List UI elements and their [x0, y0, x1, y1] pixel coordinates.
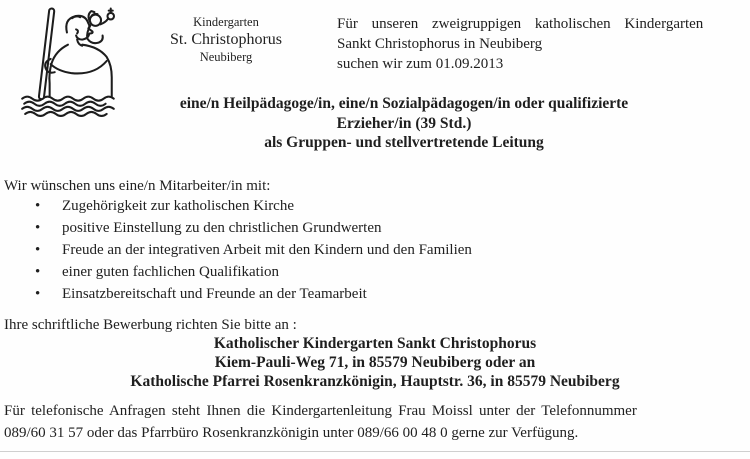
position-title-line-3: als Gruppen- und stellvertretende Leitung [264, 134, 544, 151]
address-line-2: Kiem-Pauli-Weg 71, in 85579 Neubiberg oder an [214, 354, 536, 371]
list-item-text: einer guten fachlichen Qualifikation [62, 264, 279, 280]
bullet-icon: • [35, 198, 41, 214]
christ-child-icon [87, 9, 114, 44]
address-line-1: Katholischer Kindergarten Sankt Christophorus [213, 335, 537, 352]
list-item [0, 261, 740, 283]
list-item [0, 217, 740, 239]
org-name: St. Christophorus [169, 31, 282, 48]
application-address [0, 334, 750, 391]
contact-paragraph [4, 400, 748, 444]
org-city: Neubiberg [199, 50, 253, 64]
org-type: Kindergarten [193, 15, 259, 29]
list-item-text: Einsatzbereitschaft und Freunde an der Teamarbeit [62, 286, 367, 302]
application-intro: Ihre schriftliche Bewerbung richten Sie bitte an : [4, 317, 297, 333]
address-line-3: Katholische Pfarrei Rosenkranzkönigin, Hauptstr. 36, in 85579 Neubiberg [130, 373, 620, 390]
position-title [58, 94, 750, 153]
list-item-text: Freude an der integrativen Arbeit mit den Kindern und den Familien [62, 242, 472, 258]
contact-line-2: 089/60 31 57 oder das Pfarrbüro Rosenkranzkönigin unter 089/66 00 48 0 gerne zur Verfügung. [4, 425, 579, 441]
scan-artifact-line [0, 451, 750, 452]
list-item-text: Zugehörigkeit zur katholischen Kirche [62, 198, 295, 214]
requirements-list [0, 195, 740, 305]
intro-line-3: suchen wir zum 01.09.2013 [337, 56, 504, 72]
bullet-icon: • [35, 242, 41, 258]
bullet-icon: • [35, 286, 41, 302]
position-title-line-2: Erzieher/in (39 Std.) [336, 114, 472, 132]
list-item [0, 195, 740, 217]
requirements-heading: Wir wünschen uns eine/n Mitarbeiter/in mit: [4, 178, 271, 194]
org-header [138, 14, 314, 65]
bullet-icon: • [35, 220, 41, 236]
intro-paragraph [337, 14, 747, 74]
contact-line-1: Für telefonische Anfragen steht Ihnen die Kindergartenleitung Frau Moissl unter der Telefonnummer [4, 403, 637, 419]
intro-line-1: Für unseren zweigruppigen katholischen Kindergarten [337, 16, 704, 32]
intro-line-2: Sankt Christophorus in Neubiberg [337, 36, 543, 52]
list-item [0, 239, 740, 261]
list-item-text: positive Einstellung zu den christlichen Grundwerten [62, 220, 382, 236]
bullet-icon: • [35, 264, 41, 280]
list-item [0, 283, 740, 305]
saint-figure-icon [45, 16, 112, 97]
position-title-line-1: eine/n Heilpädagoge/in, eine/n Sozialpädagogen/in oder qualifizierte [179, 95, 629, 112]
